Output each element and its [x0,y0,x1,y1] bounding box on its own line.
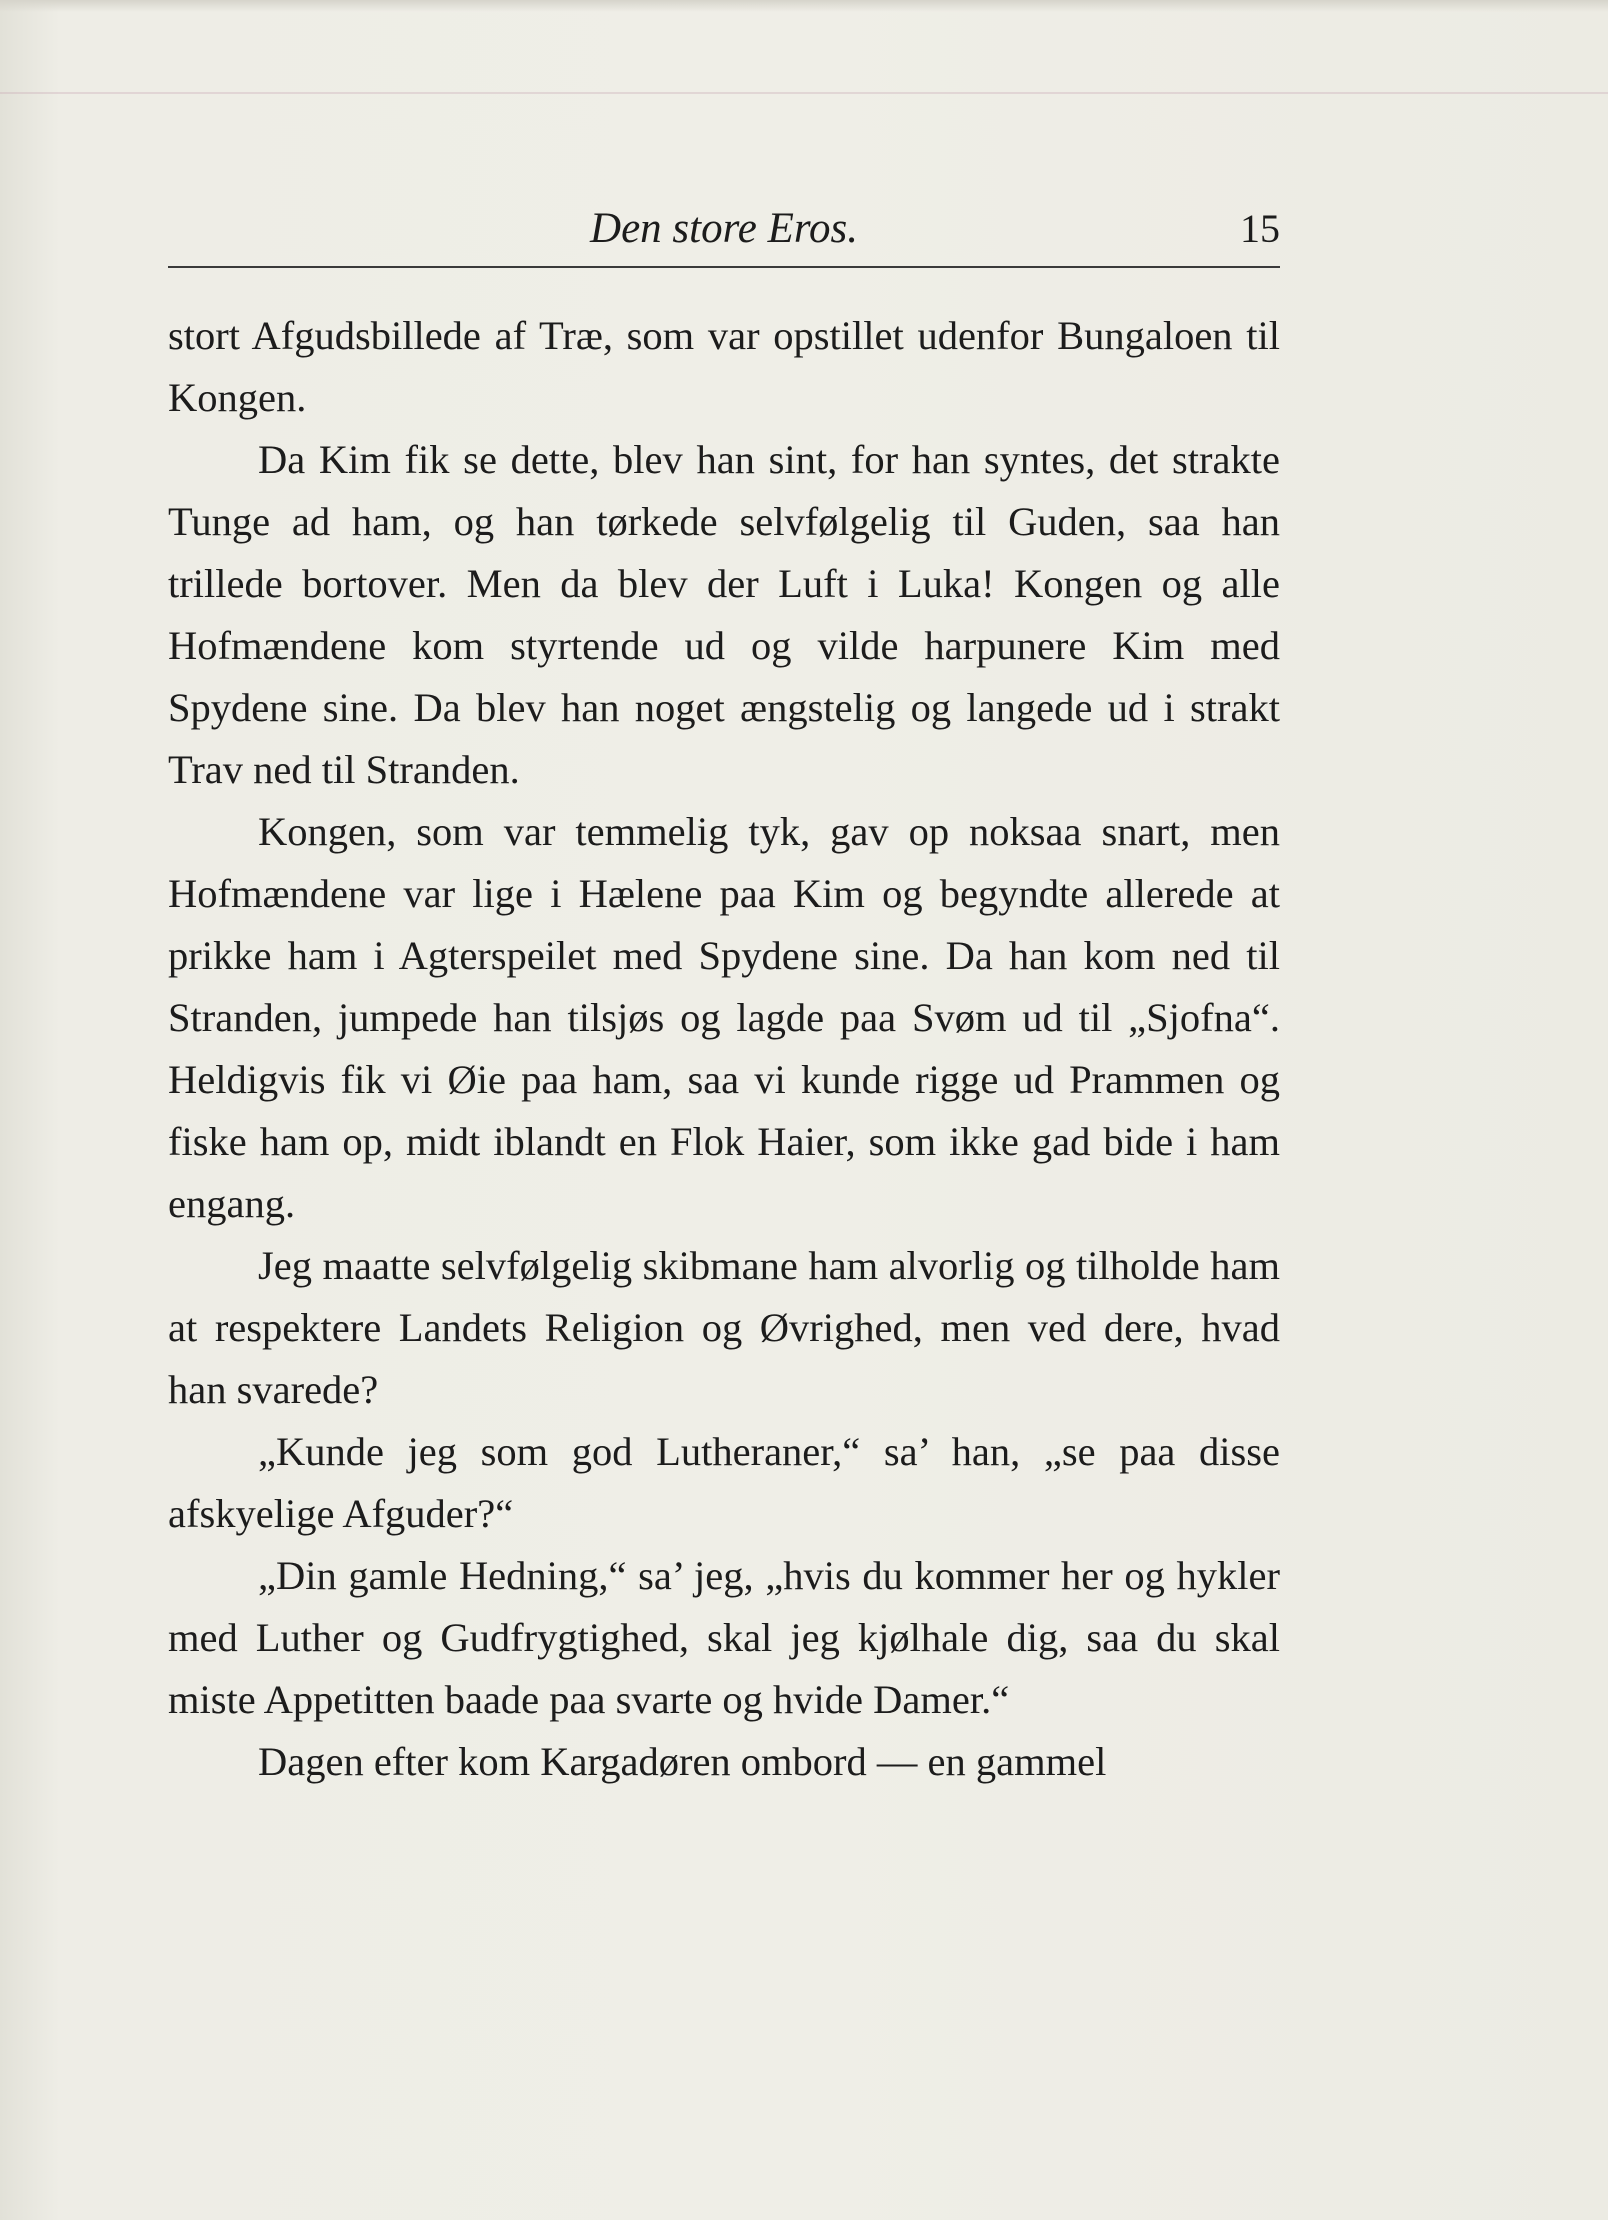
scan-line [0,92,1608,94]
paragraph: Jeg maatte selvfølgelig skibmane ham alvorlig og tilholde ham at respektere Landets Religion og Øvrighed, men ved dere, hvad han svarede? [168,1243,1280,1412]
paragraph: stort Afgudsbillede af Træ, som var opstillet udenfor Bungaloen til Kongen. [168,313,1280,420]
paragraph: Da Kim fik se dette, blev han sint, for han syntes, det strakte Tunge ad ham, og han tørkede selvfølgelig til Guden, saa han trillede bortover. Men da blev der Luft i Luka! Kongen og alle Hofmændene kom styrtende ud og vilde harpunere Kim med Spydene sine. Da blev han noget ængstelig og langede ud i strakt Trav ned til Stranden. [168,437,1280,792]
body-text [168,305,1280,1793]
paragraph: „Kunde jeg som god Lutheraner,“ sa’ han, „se paa disse afskyelige Afguder?“ [168,1429,1280,1536]
page-top-edge [0,0,1608,12]
paragraph: Kongen, som var temmelig tyk, gav op noksaa snart, men Hofmændene var lige i Hælene paa Kim og begyndte allerede at prikke ham i Agterspeilet med Spydene sine. Da han kom ned til Stranden, jumpede han tilsjøs og lagde paa Svøm ud til „Sjofna“. Heldigvis fik vi Øie paa ham, saa vi kunde rigge ud Prammen og fiske ham op, midt iblandt en Flok Haier, som ikke gad bide i ham engang. [168,809,1280,1226]
page-number: 15 [1240,206,1280,251]
running-title: Den store Eros. [590,205,858,252]
paragraph: „Din gamle Hedning,“ sa’ jeg, „hvis du kommer her og hykler med Luther og Gudfrygtighed, skal jeg kjølhale dig, saa du skal miste Appetitten baade paa svarte og hvide Damer.“ [168,1553,1280,1722]
running-header [168,198,1280,268]
paragraph: Dagen efter kom Kargadøren ombord — en gammel [258,1739,1107,1784]
